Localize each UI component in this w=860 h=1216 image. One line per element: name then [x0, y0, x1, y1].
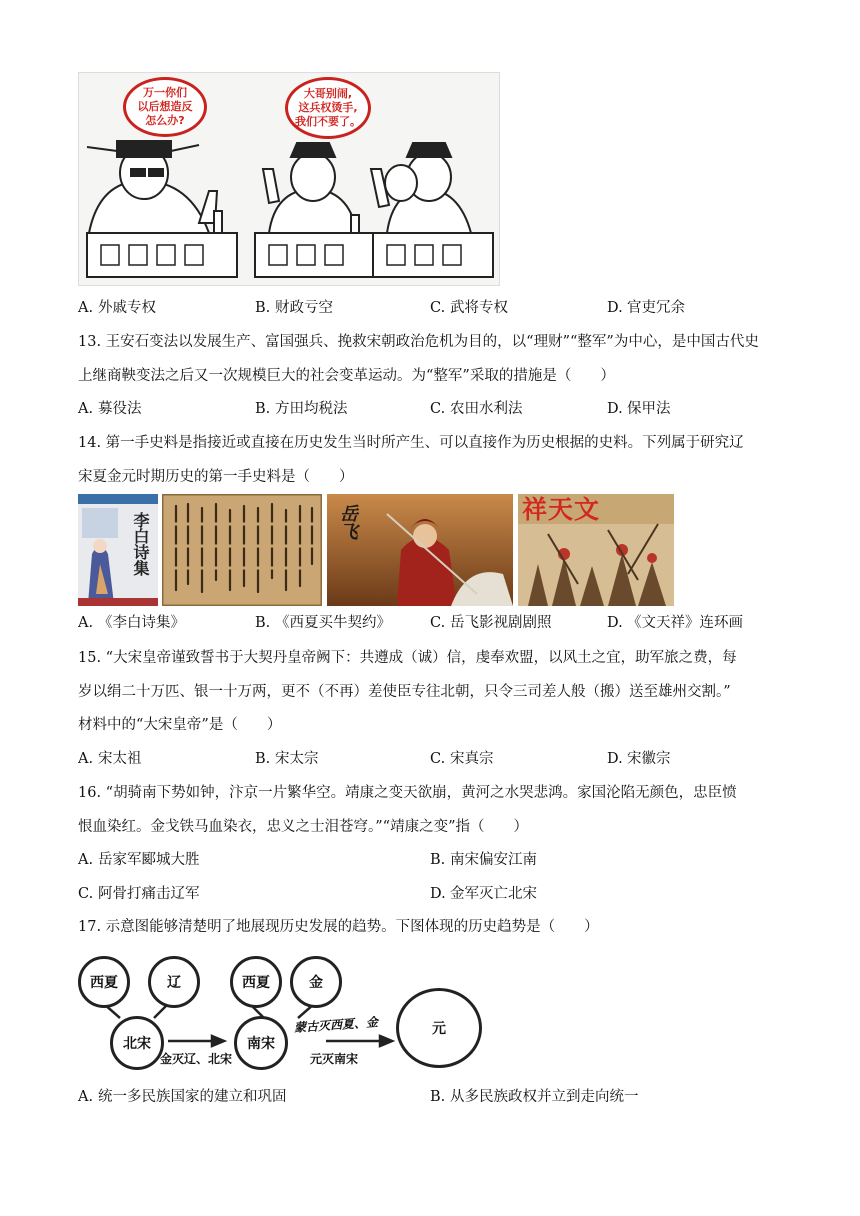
- option-text: 宋徽宗: [627, 751, 671, 767]
- xixia-cow-contract-image: [162, 494, 322, 606]
- option-letter: D.: [607, 401, 623, 417]
- speech-bubble-emperor: [123, 77, 207, 137]
- option-text: 统一多民族国家的建立和巩固: [98, 1089, 287, 1105]
- q16-stem-line1: 16. “胡骑南下势如钟，汴京一片繁华空。靖康之变天欲崩，黄河之水哭悲鸿。家国沦陷无颜色，忠臣愤: [78, 785, 737, 801]
- option-letter: C.: [78, 886, 94, 902]
- bubble-generals-line2: 这兵权烫手,: [298, 101, 358, 114]
- q14-stem-line1: 14. 第一手史料是指接近或直接在历史发生当时所产生、可以直接作为历史根据的史料。下列属于研究辽: [78, 435, 744, 451]
- arrow1-label: 金灭辽、北宋: [160, 1052, 233, 1066]
- option-letter: B.: [255, 751, 271, 767]
- option-letter: C.: [430, 751, 446, 767]
- q12-option-b[interactable]: [255, 298, 333, 318]
- q12-option-a[interactable]: [78, 298, 156, 318]
- q16-stem-line2: 恨血染红。金戈铁马血染衣，忠义之士泪苍穹。”“靖康之变”指（ ）: [78, 819, 528, 835]
- option-letter: A.: [78, 1089, 94, 1105]
- node-xixia-1: [78, 956, 130, 1008]
- q12-option-d[interactable]: [607, 298, 685, 318]
- bubble-emperor-line3: 怎么办?: [145, 114, 185, 127]
- bubble-generals-line3: 我们不要了。: [295, 115, 361, 128]
- arrow2-bottom-label: 元灭南宋: [310, 1052, 359, 1066]
- node-yuan: [396, 988, 482, 1068]
- q13-option-a[interactable]: [78, 399, 142, 419]
- node-label: 西夏: [242, 975, 270, 991]
- option-text: 《李白诗集》: [98, 615, 185, 631]
- q15-stem-line2: 岁以绢二十万匹、银一十万两，更不（不再）差使臣专往北朝，只令三司差人般（搬）送至雄州交割。”: [78, 684, 731, 700]
- node-nansong: [234, 1016, 288, 1070]
- option-text: 宋太宗: [275, 751, 319, 767]
- option-letter: B.: [255, 300, 271, 316]
- option-text: 保甲法: [627, 401, 671, 417]
- node-label: 南宋: [247, 1036, 275, 1052]
- q14-option-d[interactable]: [607, 613, 743, 633]
- option-text: 宋太祖: [98, 751, 142, 767]
- bubble-emperor-line2: 以后想造反: [137, 100, 193, 113]
- option-letter: D.: [607, 300, 623, 316]
- q15-option-c[interactable]: [430, 749, 494, 769]
- comic-title: 祥天文: [522, 495, 601, 524]
- option-text: 阿骨打痛击辽军: [98, 886, 200, 902]
- film-title: 岳飞: [337, 504, 358, 540]
- q17-stem-line1: 17. 示意图能够清楚明了地展现历史发展的趋势。下图体现的历史趋势是（ ）: [78, 919, 599, 935]
- option-letter: C.: [430, 615, 446, 631]
- q12-option-c[interactable]: [430, 298, 508, 318]
- option-text: 募役法: [98, 401, 142, 417]
- q16-option-b[interactable]: [430, 850, 537, 870]
- q15-option-d[interactable]: [607, 749, 671, 769]
- option-text: 宋真宗: [450, 751, 494, 767]
- q16-option-a[interactable]: [78, 850, 200, 870]
- q14-option-a[interactable]: [78, 613, 185, 633]
- q15-option-a[interactable]: [78, 749, 142, 769]
- node-label: 西夏: [90, 975, 118, 991]
- option-text: 《西夏买牛契约》: [275, 615, 391, 631]
- option-letter: A.: [78, 401, 94, 417]
- bubble-emperor-line1: 万一你们: [143, 86, 187, 99]
- option-letter: A.: [78, 300, 94, 316]
- option-text: 财政亏空: [275, 300, 333, 316]
- dynasty-trend-diagram: [78, 952, 482, 1070]
- node-label: 金: [309, 975, 323, 991]
- yuefei-film-still-image: [327, 494, 513, 606]
- option-letter: D.: [607, 615, 623, 631]
- option-letter: B.: [255, 615, 271, 631]
- option-text: 农田水利法: [450, 401, 523, 417]
- arrow2-top-label: 蒙古灭西夏、金: [293, 1015, 379, 1035]
- option-letter: D.: [607, 751, 623, 767]
- q17-option-a[interactable]: [78, 1087, 287, 1107]
- option-text: 岳家军郾城大胜: [98, 852, 200, 868]
- q13-stem-line1: 13. 王安石变法以发展生产、富国强兵、挽救宋朝政治危机为目的，以“理财”“整军”为中心，是中国古代史: [78, 334, 759, 350]
- speech-bubble-generals: [285, 77, 371, 139]
- option-text: 南宋偏安江南: [450, 852, 537, 868]
- node-label: 辽: [167, 975, 181, 991]
- q16-option-c[interactable]: [78, 884, 200, 904]
- node-xixia-2: [230, 956, 282, 1008]
- q14-option-b[interactable]: [255, 613, 391, 633]
- q15-option-b[interactable]: [255, 749, 319, 769]
- q13-stem-line2: 上继商鞅变法之后又一次规模巨大的社会变革运动。为“整军”采取的措施是（ ）: [78, 368, 615, 384]
- wentianxiang-comic-image: [518, 494, 674, 606]
- option-text: 金军灭亡北宋: [450, 886, 537, 902]
- cartoon-image: [78, 72, 500, 286]
- bubble-generals-line1: 大哥别闹,: [303, 87, 353, 100]
- q13-option-d[interactable]: [607, 399, 671, 419]
- q15-stem-line3: 材料中的“大宋皇帝”是（ ）: [78, 717, 282, 733]
- node-label: 元: [432, 1021, 446, 1037]
- q17-option-b[interactable]: [430, 1087, 639, 1107]
- q16-option-d[interactable]: [430, 884, 537, 904]
- option-letter: B.: [430, 1089, 446, 1105]
- option-text: 官吏冗余: [627, 300, 685, 316]
- q13-option-c[interactable]: [430, 399, 523, 419]
- option-letter: C.: [430, 300, 446, 316]
- node-beisong: [110, 1016, 164, 1070]
- node-jin: [290, 956, 342, 1008]
- node-liao: [148, 956, 200, 1008]
- option-text: 《文天祥》连环画: [627, 615, 743, 631]
- option-text: 岳飞影视剧剧照: [450, 615, 552, 631]
- q13-option-b[interactable]: [255, 399, 348, 419]
- option-text: 从多民族政权并立到走向统一: [450, 1089, 639, 1105]
- option-letter: B.: [255, 401, 271, 417]
- option-letter: A.: [78, 615, 94, 631]
- option-letter: C.: [430, 401, 446, 417]
- book-title: 李白诗集: [131, 512, 150, 576]
- node-label: 北宋: [123, 1036, 151, 1052]
- option-letter: A.: [78, 852, 94, 868]
- q14-stem-line2: 宋夏金元时期历史的第一手史料是（ ）: [78, 469, 354, 485]
- option-letter: A.: [78, 751, 94, 767]
- q15-stem-line1: 15. “大宋皇帝谨致誓书于大契丹皇帝阙下：共遵成（诚）信，虔奉欢盟，以风土之宜，助军旅之费，每: [78, 650, 737, 666]
- libai-book-cover-image: [78, 494, 158, 606]
- option-letter: B.: [430, 852, 446, 868]
- option-letter: D.: [430, 886, 446, 902]
- option-text: 外戚专权: [98, 300, 156, 316]
- option-text: 武将专权: [450, 300, 508, 316]
- option-text: 方田均税法: [275, 401, 348, 417]
- q14-option-c[interactable]: [430, 613, 552, 633]
